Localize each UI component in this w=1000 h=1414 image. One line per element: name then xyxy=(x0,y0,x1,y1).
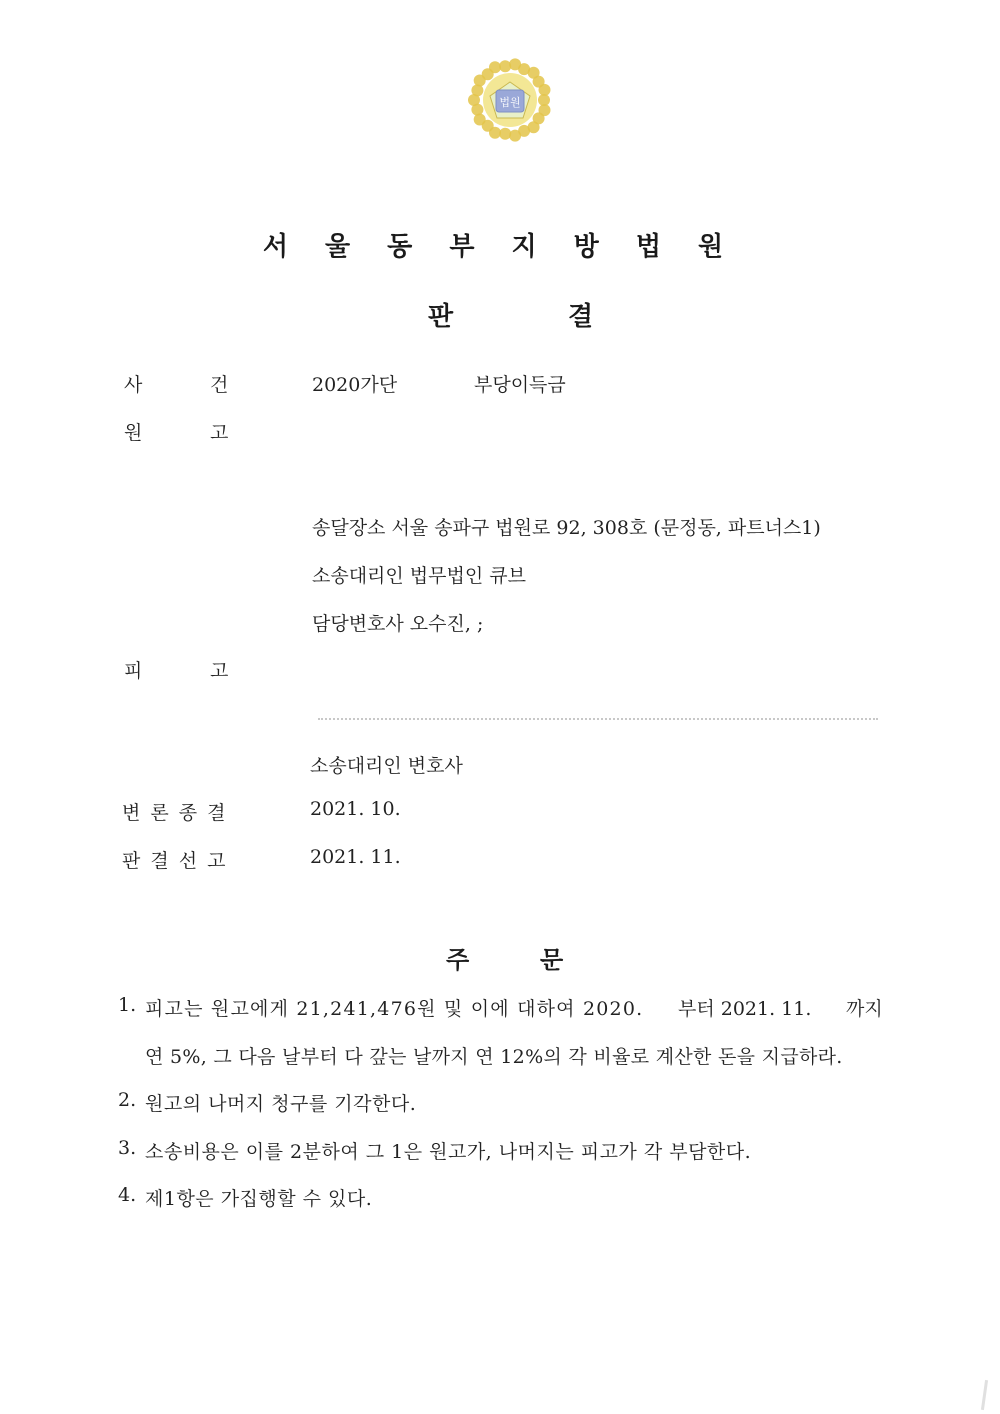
order-item-1-text-b: 부터 2021. 11. xyxy=(678,998,812,1020)
order-item-1-num: 1. xyxy=(118,994,137,1016)
order-item-1-text-c: 까지 xyxy=(846,998,883,1020)
doc-title-right: 결 xyxy=(568,302,594,332)
order-item-3-num: 3. xyxy=(118,1137,137,1159)
defendant-counsel: 소송대리인 변호사 xyxy=(310,755,463,777)
order-item-2-num: 2. xyxy=(118,1089,137,1111)
scan-edge-mark xyxy=(981,1380,988,1410)
order-title-right: 문 xyxy=(540,946,564,974)
order-title-left: 주 xyxy=(446,946,470,974)
order-item-3-text: 소송비용은 이를 2분하여 그 1은 원고가, 나머지는 피고가 각 부담한다. xyxy=(145,1141,752,1163)
doc-title-left: 판 xyxy=(428,302,454,332)
judgment-date-label: 판 결 선 고 xyxy=(122,850,228,872)
order-item-1-text: 피고는 원고에게 21,241,476원 및 이에 대하여 2020. xyxy=(145,998,644,1020)
court-emblem-icon xyxy=(462,52,558,146)
plaintiff-attorney: 담당변호사 오수진, ; xyxy=(312,613,484,635)
defendant-label-b: 고 xyxy=(210,660,229,682)
order-item-4-text: 제1항은 가집행할 수 있다. xyxy=(145,1188,373,1210)
plaintiff-label-a: 원 xyxy=(124,422,143,444)
case-subject: 부당이득금 xyxy=(474,374,566,396)
emblem-text: 법원 xyxy=(499,96,521,109)
order-item-2-text: 원고의 나머지 청구를 기각한다. xyxy=(145,1093,417,1115)
defendant-label-a: 피 xyxy=(124,660,143,682)
judgment-date: 2021. 11. xyxy=(310,846,401,868)
redaction-line xyxy=(318,718,878,724)
hearing-end-date: 2021. 10. xyxy=(310,798,401,820)
order-item-4-num: 4. xyxy=(118,1184,137,1206)
hearing-end-label: 변 론 종 결 xyxy=(122,802,228,824)
plaintiff-label-b: 고 xyxy=(210,422,229,444)
order-item-1-cont: 연 5%, 그 다음 날부터 다 갚는 날까지 연 12%의 각 비율로 계산한 돈을 지급하라. xyxy=(145,1046,843,1068)
court-name: 서 울 동 부 지 방 법 원 xyxy=(262,232,738,262)
case-label-a: 사 xyxy=(124,374,143,396)
case-number: 2020가단 xyxy=(312,374,398,396)
plaintiff-counsel: 소송대리인 법무법인 큐브 xyxy=(312,565,526,587)
plaintiff-address: 송달장소 서울 송파구 법원로 92, 308호 (문정동, 파트너스1) xyxy=(312,517,821,539)
case-label-b: 건 xyxy=(210,374,229,396)
